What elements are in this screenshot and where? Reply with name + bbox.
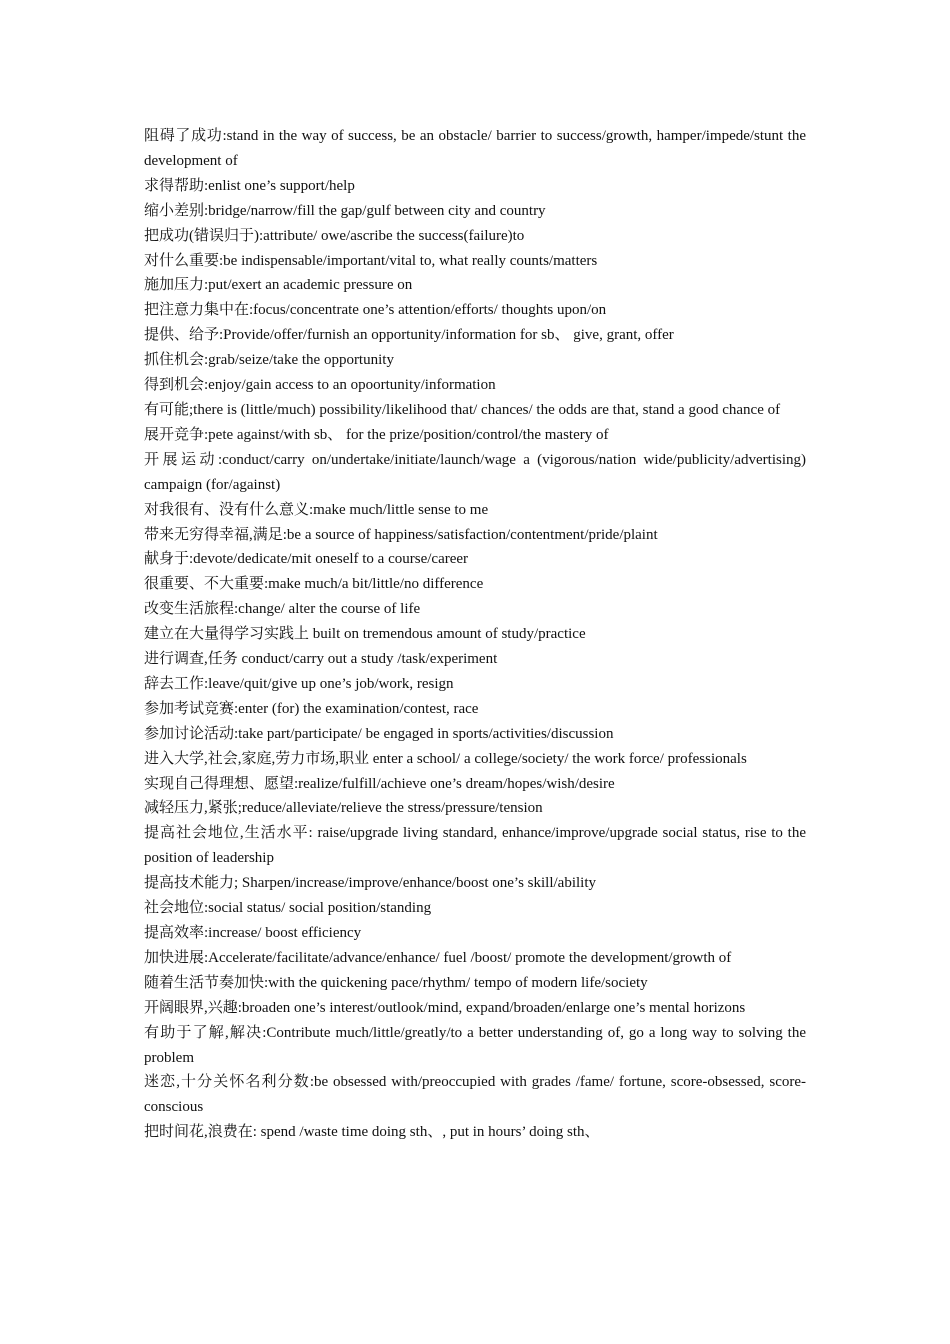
phrase-entry: 抓住机会:grab/seize/take the opportunity [144,352,394,369]
phrase-entry: 求得帮助:enlist one’s support/help [144,177,355,194]
phrase-entry: 迷恋,十分关怀名利分数:be obsessed with/preoccupied with grades /fame/ fortune, score-obsessed, score-conscious [144,1074,806,1116]
phrase-entry: 开阔眼界,兴趣:broaden one’s interest/outlook/mind, expand/broaden/enlarge one’s mental horizons [144,999,746,1016]
phrase-entry: 进行调查,任务 conduct/carry out a study /task/experiment [144,651,498,668]
phrase-entry: 把成功(错误归于):attribute/ owe/ascribe the success(failure)to [144,227,525,244]
phrase-entry: 很重要、不大重要:make much/a bit/little/no difference [144,576,484,593]
phrase-entry: 实现自己得理想、愿望:realize/fulfill/achieve one’s dream/hopes/wish/desire [144,775,615,792]
phrase-entry: 阻碍了成功:stand in the way of success, be an obstacle/ barrier to success/growth, hamper/impede/stunt the development of [144,128,806,169]
phrase-entry: 献身于:devote/dedicate/mit oneself to a course/career [144,551,469,568]
document-page [144,124,806,1145]
phrase-entry: 提高效率:increase/ boost efficiency [144,925,362,941]
phrase-entry: 提高社会地位,生活水平: raise/upgrade living standard, enhance/improve/upgrade social status, rise to the position of leadership [144,825,806,867]
phrase-entry: 减轻压力,紧张;reduce/alleviate/relieve the stress/pressure/tension [144,800,543,817]
phrase-entry: 提供、给予:Provide/offer/furnish an opportunity/information for sb、 give, grant, offer [144,327,674,344]
phrase-entry: 参加讨论活动:take part/participate/ be engaged in sports/activities/discussion [144,725,614,742]
phrase-entry: 辞去工作:leave/quit/give up one’s job/work, resign [144,675,454,692]
phrase-entry: 对我很有、没有什么意义:make much/little sense to me [144,501,489,518]
phrase-entry: 提高技术能力; Sharpen/increase/improve/enhance/boost one’s skill/ability [144,875,596,892]
phrase-entry: 社会地位:social status/ social position/standing [144,900,432,917]
phrase-entry: 施加压力:put/exert an academic pressure on [144,277,413,294]
phrase-entry: 缩小差别:bridge/narrow/fill the gap/gulf between city and country [144,202,546,219]
phrase-entry: 带来无穷得幸福,满足:be a source of happiness/satisfaction/contentment/pride/plaint [144,526,658,543]
phrase-entry: 把注意力集中在:focus/concentrate one’s attention/efforts/ thoughts upon/on [144,302,607,319]
phrase-entry: 参加考试竞赛:enter (for) the examination/contest, race [144,700,479,717]
phrase-entry: 开展运动:conduct/carry on/undertake/initiate/launch/wage a (vigorous/nation wide/publicity/advertising) campaign (for/against) [144,451,806,493]
phrase-entry: 进入大学,社会,家庭,劳力市场,职业 enter a school/ a college/society/ the work force/ professionals [144,750,747,767]
phrase-entry: 有可能;there is (little/much) possibility/likelihood that/ chances/ the odds are that, stand a good chance of [144,401,781,418]
phrase-entry: 随着生活节奏加快:with the quickening pace/rhythm/ tempo of modern life/society [144,974,648,991]
phrase-entry: 把时间花,浪费在: spend /waste time doing sth、, put in hours’ doing sth、 [144,1124,600,1141]
phrase-entry: 改变生活旅程:change/ alter the course of life [144,601,421,618]
phrase-entry: 得到机会:enjoy/gain access to an opoortunity/information [144,377,496,394]
phrase-entry: 建立在大量得学习实践上 built on tremendous amount of study/practice [144,626,586,643]
phrase-entry: 加快进展:Accelerate/facilitate/advance/enhance/ fuel /boost/ promote the development/growth of [144,949,732,966]
phrase-entry: 有助于了解,解决:Contribute much/little/greatly/to a better understanding of, go a long way to solving the problem [144,1024,806,1066]
phrase-entry: 对什么重要:be indispensable/important/vital to, what really counts/matters [144,252,598,269]
phrase-entry: 展开竞争:pete against/with sb、 for the prize/position/control/the mastery of [144,426,609,443]
